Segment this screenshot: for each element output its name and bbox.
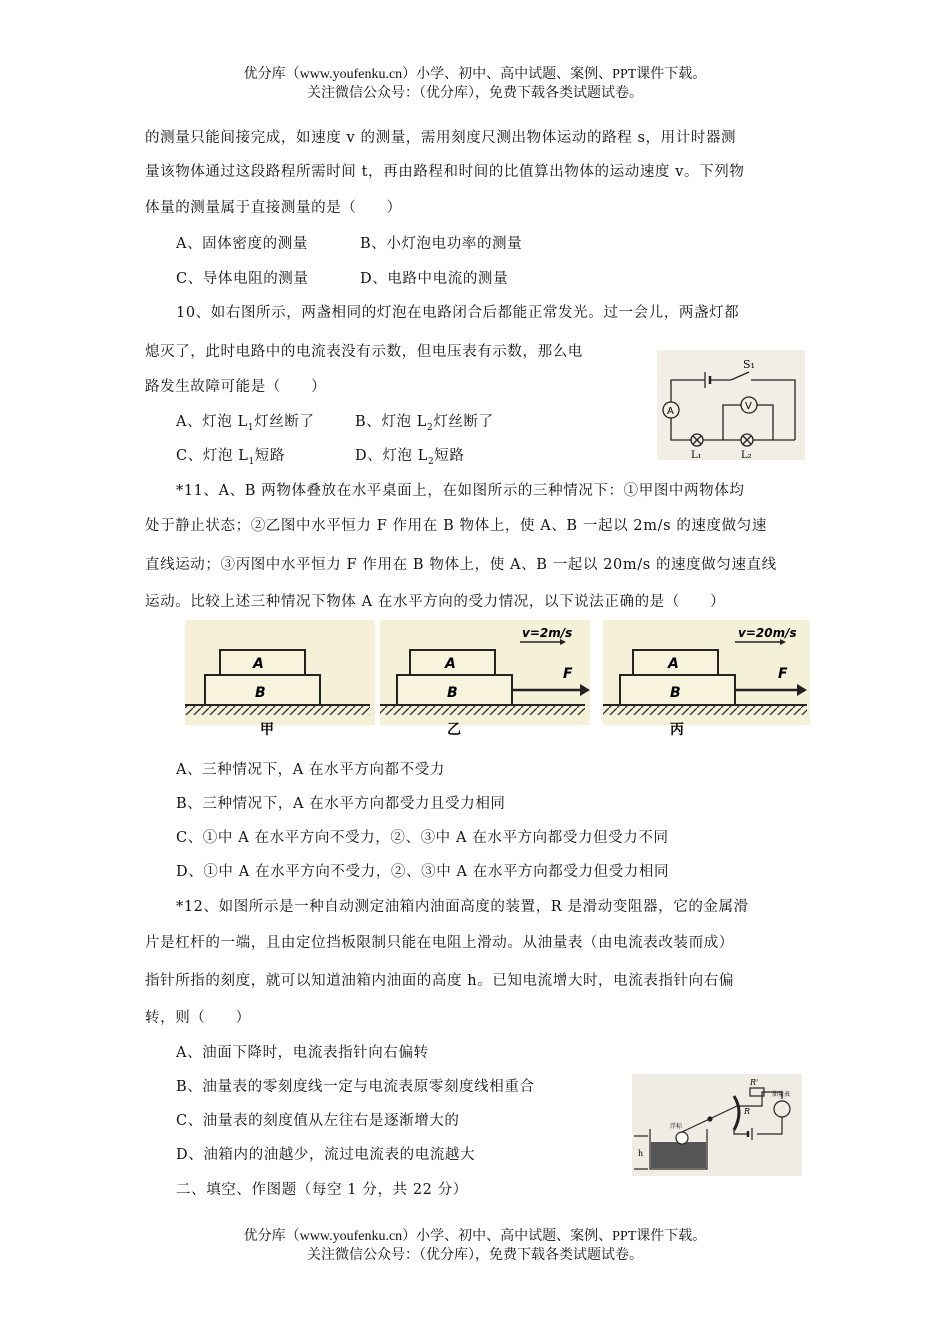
oil	[651, 1142, 706, 1168]
label-a: A	[445, 656, 456, 672]
footer-line-1: 优分库（www.youfenku.cn）小学、初中、高中试题、案例、PPT课件下载。	[243, 1229, 707, 1244]
q12-option-c: C、油量表的刻度值从左往右是逐渐增大的	[176, 1113, 460, 1129]
caption-yi: 乙	[447, 722, 461, 738]
voltmeter-label: V	[745, 401, 752, 412]
label-a: A	[253, 656, 264, 672]
q10-opt-b-pre: B、灯泡 L	[355, 414, 427, 430]
h-label: h	[638, 1149, 644, 1158]
section-2-heading: 二、填空、作图题（每空 1 分，共 22 分）	[176, 1182, 468, 1198]
float	[676, 1132, 688, 1144]
lamp-l2-label: L₂	[741, 450, 752, 460]
panel-jia	[185, 620, 375, 738]
q9-option-c: C、导体电阻的测量	[176, 271, 309, 287]
q10-opt-c-sub: 1	[248, 456, 255, 467]
q10-opt-c-post: 短路	[254, 448, 285, 464]
q12-line-4: 转，则（ ）	[145, 1010, 251, 1026]
q10-option-b	[355, 412, 494, 438]
q10-opt-d-pre: D、灯泡 L	[355, 448, 428, 464]
q11-option-c: C、①中 A 在水平方向不受力，②、③中 A 在水平方向都受力但受力不同	[176, 830, 669, 846]
q10-opt-d-post: 短路	[434, 448, 465, 464]
q9-option-b: B、小灯泡电功率的测量	[360, 236, 523, 252]
switch-label: S₁	[743, 358, 755, 371]
q12-line-1: *12、如图所示是一种自动测定油箱内油面高度的装置，R 是滑动变阻器，它的金属滑	[176, 899, 749, 915]
caption-bing: 丙	[670, 722, 684, 738]
page-header	[0, 66, 950, 102]
q10-line-2: 熄灭了，此时电路中的电流表没有示数，但电压表有示数，那么电	[145, 344, 583, 360]
q12-option-a: A、油面下降时，电流表指针向右偏转	[176, 1045, 429, 1061]
q11-blocks-figure	[185, 620, 810, 745]
q10-option-d	[355, 446, 465, 472]
label-f: F	[778, 666, 788, 682]
q12-option-d: D、油箱内的油越少，流过电流表的电流越大	[176, 1147, 476, 1163]
q10-opt-b-post: 灯丝断了	[433, 414, 494, 430]
q9-line-2: 量该物体通过这段路程所需时间 t，再由路程和时间的比值算出物体的运动速度 v。下列物	[145, 164, 745, 180]
q10-opt-a-post: 灯丝断了	[254, 414, 315, 430]
q9-line-3: 体量的测量属于直接测量的是（ ）	[145, 200, 402, 216]
q11-line-4: 运动。比较上述三种情况下物体 A 在水平方向的受力情况，以下说法正确的是（ ）	[145, 594, 726, 610]
panel-bing	[603, 620, 810, 738]
label-b: B	[670, 685, 681, 701]
q11-option-d: D、①中 A 在水平方向不受力，②、③中 A 在水平方向都受力但受力相同	[176, 864, 670, 880]
q12-oil-gauge-figure	[632, 1074, 802, 1176]
panel-yi	[380, 620, 590, 738]
q11-option-b: B、三种情况下，A 在水平方向都受力且受力相同	[176, 796, 506, 812]
q9-option-d: D、电路中电流的测量	[360, 271, 509, 287]
q12-option-b: B、油量表的零刻度线一定与电流表原零刻度线相重合	[176, 1079, 535, 1095]
lamp-l1-label: L₁	[691, 450, 702, 460]
r-label: R	[744, 1107, 751, 1116]
q10-line-3: 路发生故障可能是（ ）	[145, 379, 327, 395]
q10-circuit-figure	[657, 350, 805, 460]
q11-line-3: 直线运动；③丙图中水平恒力 F 作用在 B 物体上，使 A、B 一起以 20m/s 的速度做匀速直线	[145, 557, 777, 573]
ammeter-label: A	[667, 406, 674, 417]
header-line-1: 优分库（www.youfenku.cn）小学、初中、高中试题、案例、PPT课件下载。	[243, 67, 707, 82]
q10-opt-a-sub: 1	[247, 422, 255, 433]
q11-line-2: 处于静止状态；②乙图中水平恒力 F 作用在 B 物体上，使 A、B 一起以 2m/s 的速度做匀速	[145, 518, 767, 534]
q12-line-2: 片是杠杆的一端，且由定位挡板限制只能在电阻上滑动。从油量表（由电流表改装而成）	[145, 935, 734, 951]
label-b: B	[447, 685, 458, 701]
q9-line-1: 的测量只能间接完成，如速度 v 的测量，需用刻度尺测出物体运动的路程 s，用计时器测	[145, 130, 737, 146]
q9-option-a: A、固体密度的测量	[176, 236, 308, 252]
page-footer	[0, 1228, 950, 1264]
q10-option-c	[176, 446, 285, 472]
header-line-2: 关注微信公众号：（优分库），免费下载各类试题试卷。	[307, 85, 643, 101]
q10-opt-a-pre: A、灯泡 L	[176, 414, 248, 430]
q11-option-a: A、三种情况下，A 在水平方向都不受力	[176, 762, 445, 778]
r2-label: R'	[750, 1078, 759, 1087]
speed-label: v=2m/s	[522, 626, 573, 640]
label-b: B	[255, 685, 266, 701]
meter-label: 油量表	[772, 1091, 791, 1098]
q10-opt-c-pre: C、灯泡 L	[176, 448, 249, 464]
q10-option-a	[176, 412, 315, 438]
speed-label: v=20m/s	[738, 626, 797, 640]
q10-line-1: 10、如右图所示，两盏相同的灯泡在电路闭合后都能正常发光。过一会儿，两盏灯都	[176, 305, 740, 321]
caption-jia: 甲	[260, 722, 274, 738]
q10-opt-d-sub: 2	[427, 456, 435, 467]
label-f: F	[563, 666, 573, 682]
q10-opt-b-sub: 2	[427, 422, 434, 433]
footer-line-2: 关注微信公众号：（优分库），免费下载各类试题试卷。	[307, 1247, 643, 1263]
label-a: A	[668, 656, 679, 672]
q12-line-3: 指针所指的刻度，就可以知道油箱内油面的高度 h。已知电流增大时，电流表指针向右偏	[145, 973, 734, 989]
q11-line-1: *11、A、B 两物体叠放在水平桌面上，在如图所示的三种情况下：①甲图中两物体均	[176, 483, 745, 499]
float-label: 浮标	[670, 1123, 683, 1130]
